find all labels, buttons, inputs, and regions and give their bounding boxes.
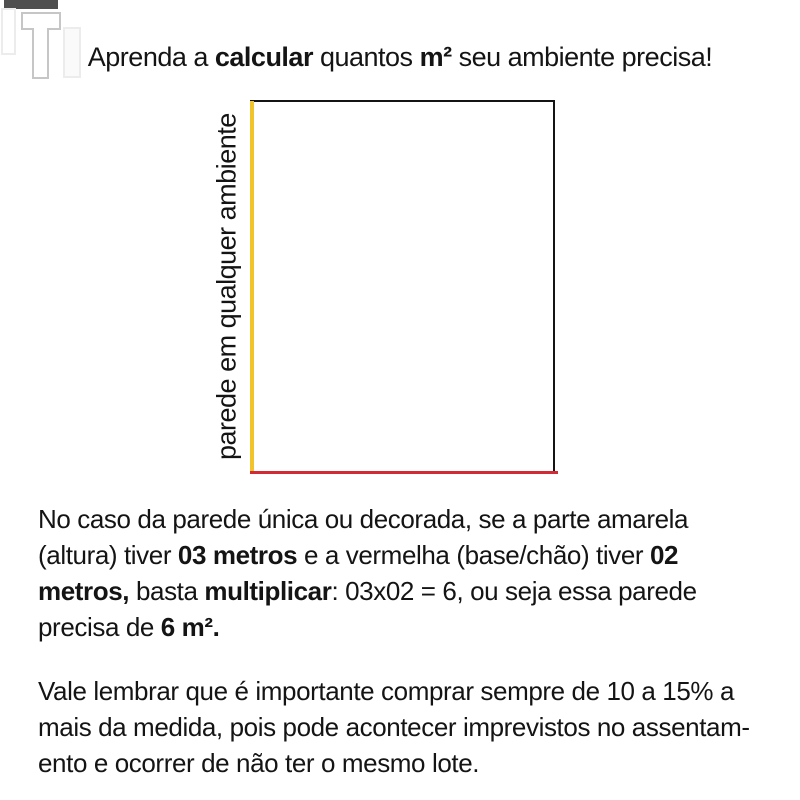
- text-line: [38, 609, 778, 645]
- tip-paragraph: [38, 673, 778, 781]
- title-segment-bold: m²: [419, 42, 452, 72]
- text-line: Vale lembrar que é importante comprar sempre de 10 a 15% a: [38, 676, 735, 706]
- explanation-paragraph: [38, 501, 778, 645]
- text-segment-bold: 02: [649, 540, 679, 570]
- title-segment: quantos: [312, 42, 420, 72]
- text-segment-bold: 6 m².: [160, 612, 220, 642]
- text-segment: precisa de: [38, 612, 161, 642]
- title-segment: seu ambiente precisa!: [451, 42, 713, 72]
- text-line: ento e ocorrer de não ter o mesmo lote.: [38, 748, 480, 778]
- wall-base-edge-red: [250, 471, 558, 474]
- text-segment: basta: [129, 576, 205, 606]
- text-segment: No caso da parede única ou decorada, se a parte amarela: [38, 504, 689, 534]
- title-segment: Aprenda a: [87, 42, 215, 72]
- page-title: [0, 40, 800, 74]
- text-segment: : 03x02 = 6, ou seja essa parede: [331, 576, 697, 606]
- wall-diagram: [250, 100, 555, 474]
- text-segment-bold: 03 metros: [177, 540, 298, 570]
- text-segment: (altura) tiver: [38, 540, 178, 570]
- text-line: [38, 573, 778, 609]
- title-segment-bold: calcular: [214, 42, 313, 72]
- wall-right-edge: [553, 100, 555, 474]
- text-segment-bold: multiplicar: [204, 576, 332, 606]
- text-line: [38, 501, 778, 537]
- text-segment-bold: metros,: [38, 576, 130, 606]
- text-segment: e a vermelha (base/chão) tiver: [297, 540, 650, 570]
- wall-top-edge: [250, 100, 555, 102]
- text-line: mais da medida, pois pode acontecer imprevistos no assentam-: [38, 712, 750, 742]
- wall-height-edge-yellow: [250, 101, 254, 474]
- logo-top-bar: [4, 0, 58, 9]
- wall-label: parede em qualquer ambiente: [211, 113, 242, 461]
- text-line: [38, 537, 778, 573]
